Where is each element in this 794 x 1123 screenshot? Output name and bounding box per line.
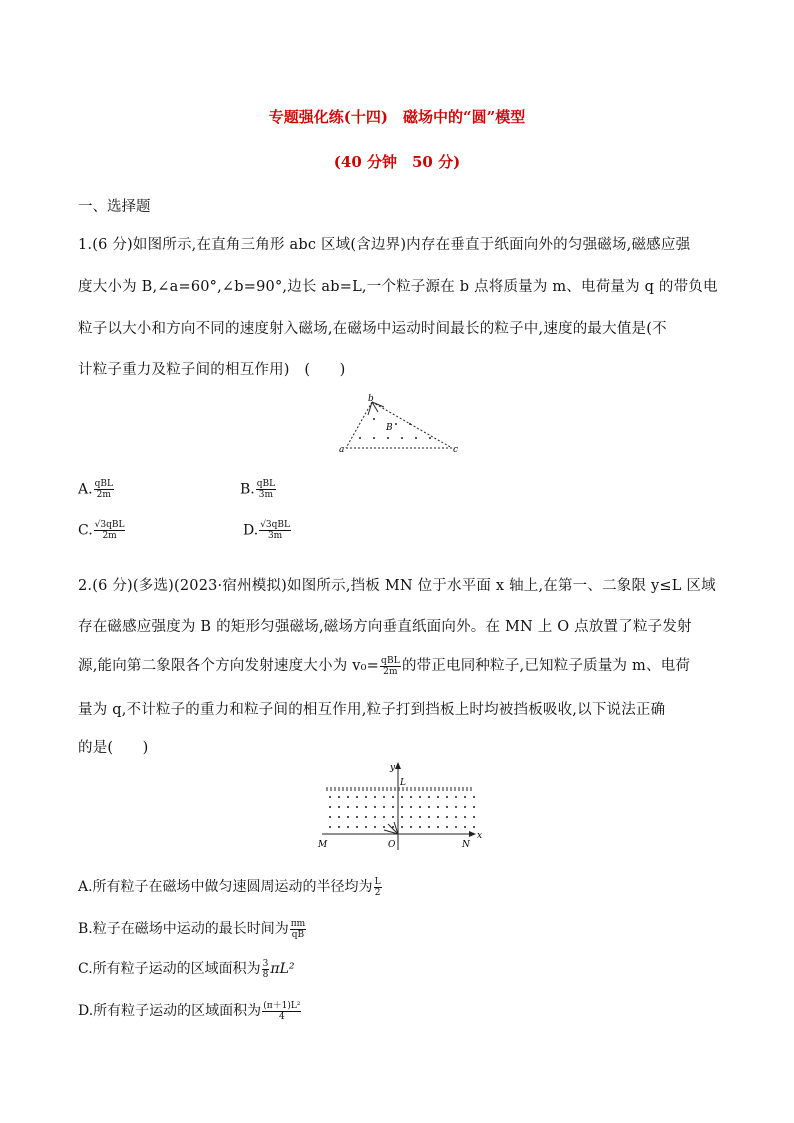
q1-triangle-figure (330, 392, 470, 456)
field-dot (338, 816, 340, 818)
field-dot (410, 796, 412, 798)
field-dot (329, 826, 331, 828)
field-dot (392, 806, 394, 808)
field-dot (338, 796, 340, 798)
field-dot (365, 796, 367, 798)
field-dot (437, 796, 439, 798)
field-dot (338, 806, 340, 808)
label-a: a (339, 445, 345, 455)
field-dot (347, 796, 349, 798)
q1-line-2: 度大小为 B,∠a=60°,∠b=90°,边长 ab=L,一个粒子源在 b 点将质量为 m、电荷量为 q 的带负电 (78, 279, 718, 295)
q1-line-3: 粒子以大小和方向不同的速度射入磁场,在磁场中运动时间最长的粒子中,速度的最大值是(不 (78, 321, 667, 337)
label-x: x (477, 831, 483, 841)
page-title: 专题强化练(十四) 磁场中的“圆”模型 (268, 108, 526, 126)
label-O: O (388, 840, 396, 850)
label-c: c (453, 445, 459, 455)
field-dot (329, 816, 331, 818)
field-dot (464, 816, 466, 818)
field-dot (464, 826, 466, 828)
field-dot (437, 816, 439, 818)
field-dot (428, 826, 430, 828)
field-dot (410, 806, 412, 808)
q2-line-5: 的是( ) (78, 740, 149, 756)
field-dot (428, 806, 430, 808)
q2-option-d[interactable]: D.所有粒子运动的区域面积为 $\frac{\text{(π＋1)L²}}{4}$ (78, 1000, 301, 1022)
field-dot (383, 806, 385, 808)
field-dot (455, 796, 457, 798)
field-dot (356, 806, 358, 808)
field-dot (392, 816, 394, 818)
q2-option-a[interactable]: A.所有粒子在磁场中做匀速圆周运动的半径均为 $\frac{L}{2}$ (78, 876, 381, 898)
field-dot (329, 796, 331, 798)
q1-option-c[interactable]: C. $\frac{\text{√3qBL}}{2m}$ (78, 520, 125, 541)
field-dot (356, 796, 358, 798)
q1-line-4: 计粒子重力及粒子间的相互作用) ( ) (78, 362, 346, 378)
label-L: L (400, 778, 406, 788)
field-dot (329, 806, 331, 808)
q2-option-b[interactable]: B.粒子在磁场中运动的最长时间为 $\frac{\pi m}{qB}$ (78, 918, 306, 940)
q2-line-4: 量为 q,不计粒子的重力和粒子间的相互作用,粒子打到挡板上时均被挡板吸收,以下说法正确 (78, 702, 666, 718)
field-dot (410, 816, 412, 818)
field-dot (446, 806, 448, 808)
q1-line-1: 1.(6 分)如图所示,在直角三角形 abc 区域(含边界)内存在垂直于纸面向外的匀强磁场,磁感应强 (78, 237, 691, 253)
field-dot (410, 826, 412, 828)
field-dot (437, 826, 439, 828)
field-dot (419, 806, 421, 808)
field-dot (338, 826, 340, 828)
field-dot (401, 806, 403, 808)
field-dot (401, 796, 403, 798)
field-dot (464, 796, 466, 798)
field-dot (473, 796, 475, 798)
field-dot (446, 816, 448, 818)
field-dot (419, 796, 421, 798)
field-dot (437, 806, 439, 808)
field-dot (446, 796, 448, 798)
field-dot (374, 816, 376, 818)
field-dot (401, 816, 403, 818)
field-dot (455, 816, 457, 818)
field-dot (347, 826, 349, 828)
field-dot (455, 806, 457, 808)
field-dot (446, 826, 448, 828)
field-dot (374, 796, 376, 798)
field-dot (374, 806, 376, 808)
field-dot (473, 806, 475, 808)
q2-option-c[interactable]: C.所有粒子运动的区域面积为 $\frac{3}{8}$ πL² (78, 958, 295, 980)
label-b: b (368, 394, 374, 404)
field-dot (419, 826, 421, 828)
q1-option-b[interactable]: B. $\frac{\text{qBL}}{3m}$ (240, 479, 276, 500)
label-N: N (462, 840, 470, 850)
field-dot (464, 806, 466, 808)
q2-line-2: 存在磁感应强度为 B 的矩形匀强磁场,磁场方向垂直纸面向外。在 MN 上 O 点放置了粒子发射 (78, 619, 692, 635)
field-dot (383, 816, 385, 818)
q2-line-3: 源,能向第二象限各个方向发射速度大小为 v₀= $\frac{\text{qBL}}{2m}$ 的带正电同种粒子,已知粒子质量为 m、电荷 (78, 655, 691, 677)
q2-line-1: 2.(6 分)(多选)(2023·宿州模拟)如图所示,挡板 MN 位于水平面 x 轴上,在第一、二象限 y≤L 区域 (78, 578, 716, 594)
field-dot (455, 826, 457, 828)
field-dot (356, 826, 358, 828)
label-M: M (318, 840, 328, 850)
field-dot (392, 796, 394, 798)
field-dot (401, 826, 403, 828)
field-dot (347, 816, 349, 818)
field-dot (419, 816, 421, 818)
field-dot (428, 816, 430, 818)
label-y: y (390, 763, 396, 773)
field-dot (365, 816, 367, 818)
field-dot (374, 826, 376, 828)
field-dot (383, 826, 385, 828)
field-dot (347, 806, 349, 808)
field-dot (473, 826, 475, 828)
q2-magnetic-field-figure (312, 760, 492, 852)
page-subtitle: (40 分钟 50 分) (333, 153, 461, 171)
field-dot (365, 826, 367, 828)
field-dot (473, 816, 475, 818)
section-heading: 一、选择题 (78, 199, 151, 215)
field-dot (428, 796, 430, 798)
field-dot (383, 796, 385, 798)
label-B: B (386, 423, 393, 433)
field-dot (356, 816, 358, 818)
field-dot (365, 806, 367, 808)
q1-option-a[interactable]: A. $\frac{\text{qBL}}{2m}$ (78, 479, 113, 500)
q1-option-d[interactable]: D. $\frac{\text{√3qBL}}{3m}$ (243, 520, 290, 541)
